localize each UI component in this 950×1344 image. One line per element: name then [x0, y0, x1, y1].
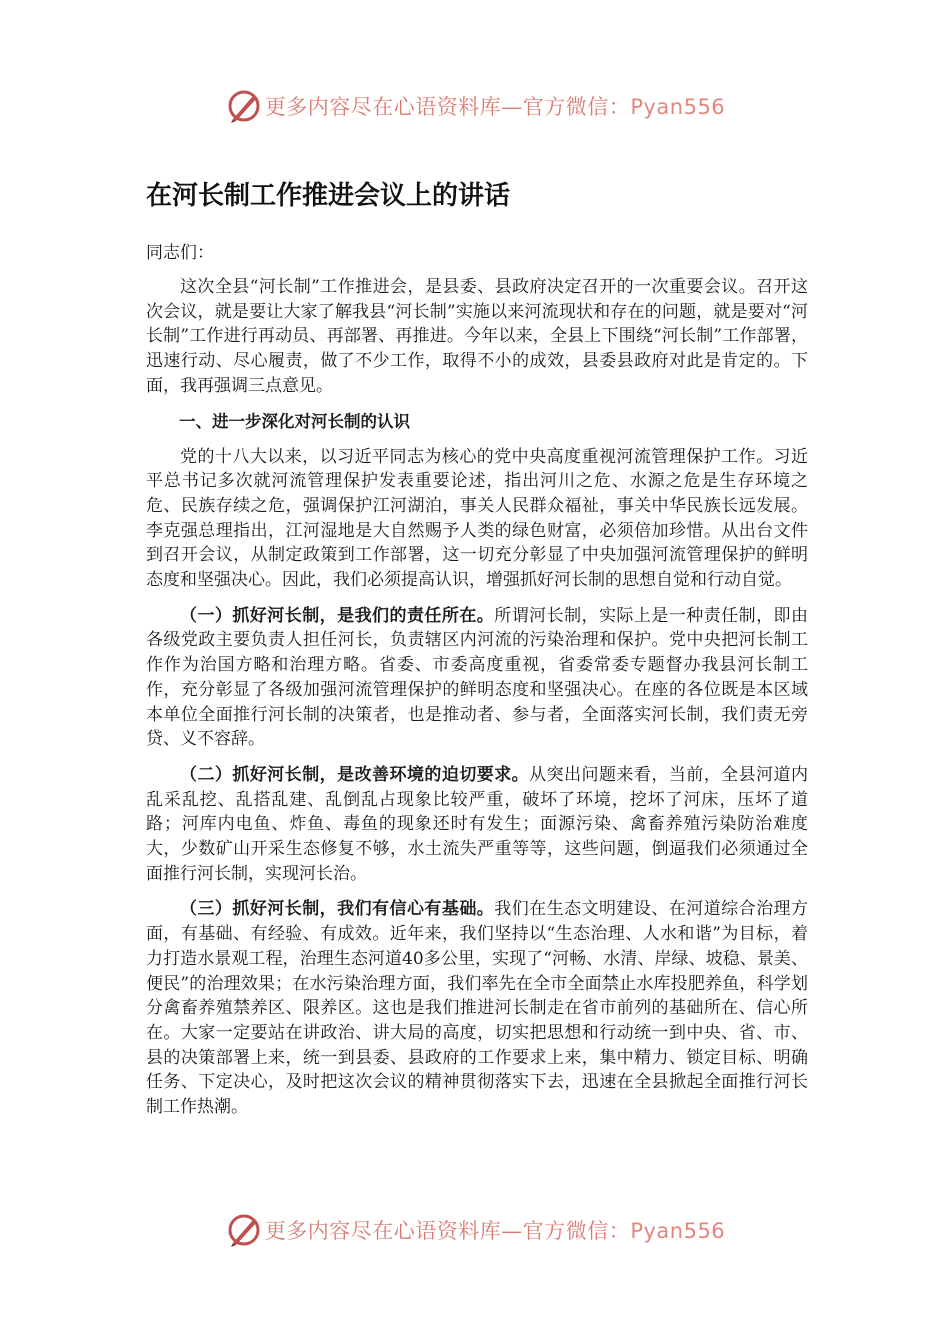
- document-title: 在河长制工作推进会议上的讲话: [146, 181, 511, 211]
- point2-lead: （二）抓好河长制，是改善环境的迫切要求。: [180, 764, 530, 785]
- section1-paragraph: 党的十八大以来，以习近平同志为核心的党中央高度重视河流管理保护工作。习近平总书记多次就河流管理保护发表重要论述，指出河川之危、水源之危是生存环境之危、民族存续之危，强调保护江河湖泊，事关人民群众福祉，事关中华民族长远发展。李克强总理指出，江河湿地是大自然赐予人类的绿色财富，必须倍加珍惜。从出台文件到召开会议，从制定政策到工作部署，这一切充分彰显了中央加强河流管理保护的鲜明态度和坚强决心。因此，我们必须提高认识，增强抓好河长制的思想自觉和行动自觉。: [146, 446, 808, 591]
- point1-paragraph: [146, 604, 808, 752]
- wechat-id: Pyan556: [630, 1219, 726, 1243]
- header-banner: [0, 84, 950, 128]
- pen-logo-icon: [225, 87, 263, 125]
- point3-body: 我们在生态文明建设、在河道综合治理方面，有基础、有经验、有成效。近年来，我们坚持以“生态治理、人水和谐”为目标，着力打造水景观工程，治理生态河道40多公里，实现了“河畅、水清、岸绿、坡稳、景美、便民”的治理效果；在水污染治理方面，我们率先在全市全面禁止水库投肥养鱼，科学划分禽畜养殖禁养区、限养区。这也是我们推进河长制走在省市前列的基础所在、信心所在。大家一定要站在讲政治、讲大局的高度，切实把思想和行动统一到中央、省、市、县的决策部署上来，统一到县委、县政府的工作要求上来，集中精力、锁定目标、明确任务、下定决心，及时把这次会议的精神贯彻落实下去，迅速在全县掀起全面推行河长制工作热潮。: [146, 899, 809, 1118]
- document-body: [146, 176, 808, 1131]
- banner-text: 更多内容尽在心语资料库—官方微信：Pyan556: [264, 1219, 726, 1243]
- footer-banner: [0, 1208, 950, 1252]
- banner-text: 更多内容尽在心语资料库—官方微信：Pyan556: [264, 95, 726, 119]
- point2-body: 从突出问题来看，当前，全县河道内乱采乱挖、乱搭乱建、乱倒乱占现象比较严重，破坏了环境，挖坏了河床，压坏了道路；河库内电鱼、炸鱼、毒鱼的现象还时有发生；面源污染、禽畜养殖污染防治难度大，少数矿山开采生态修复不够，水土流失严重等等，这些问题，倒逼我们必须通过全面推行河长制，实现河长治。: [146, 764, 809, 884]
- pen-logo-icon: [225, 1211, 263, 1249]
- point3-paragraph: [146, 897, 808, 1119]
- point1-body: 所谓河长制，实际上是一种责任制，即由各级党政主要负责人担任河长，负责辖区内河流的污染治理和保护。党中央把河长制工作作为治国方略和治理方略。省委、市委高度重视，省委常委专题督办我县河长制工作，充分彰显了各级加强河流管理保护的鲜明态度和坚强决心。在座的各位既是本区域本单位全面推行河长制的决策者，也是推动者、参与者，全面落实河长制，我们责无旁贷、义不容辞。: [146, 605, 809, 750]
- point3-lead: （三）抓好河长制，我们有信心有基础。: [180, 899, 495, 920]
- section-heading-1: 一、进一步深化对河长制的认识: [179, 411, 410, 431]
- wechat-id: Pyan556: [630, 95, 726, 119]
- salutation: 同志们：: [146, 243, 214, 263]
- point2-paragraph: [146, 763, 808, 887]
- point1-lead: （一）抓好河长制，是我们的责任所在。: [180, 605, 495, 626]
- intro-paragraph: 这次全县“河长制”工作推进会，是县委、县政府决定召开的一次重要会议。召开这次会议，就是要让大家了解我县“河长制”实施以来河流现状和存在的问题，就是要对“河长制”工作进行再动员、再部署、再推进。今年以来，全县上下围绕“河长制”工作部署，迅速行动、尽心履责，做了不少工作，取得不小的成效，县委县政府对此是肯定的。下面，我再强调三点意见。: [146, 277, 808, 396]
